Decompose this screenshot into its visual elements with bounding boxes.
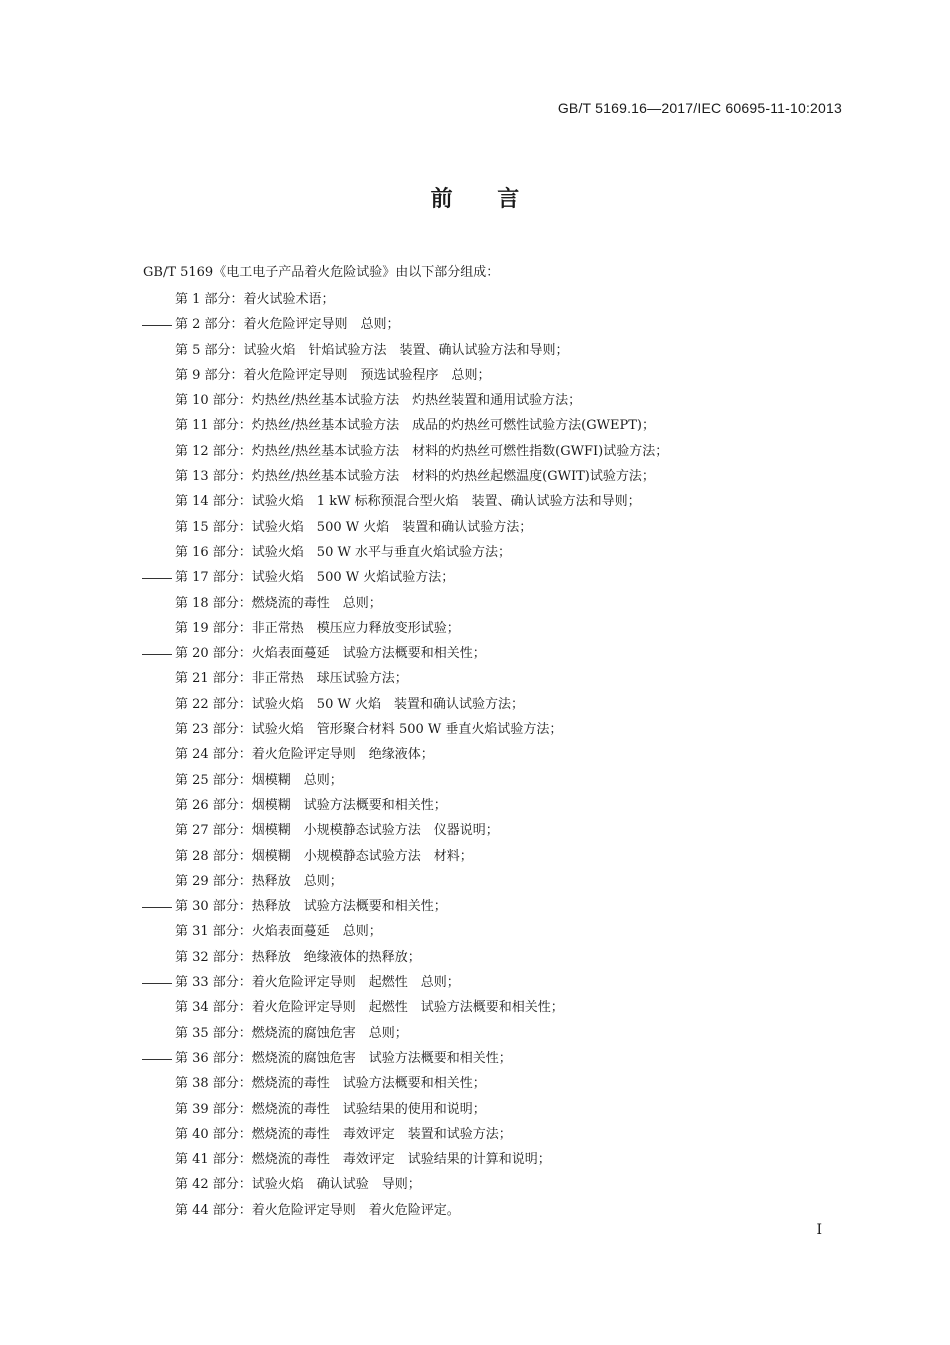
list-item [0,1125,950,1150]
list-item [0,821,950,846]
list-item [0,290,950,315]
list-item [0,745,950,770]
list-item [0,720,950,745]
list-item [0,492,950,517]
part-title: 第 17 部分：试验火焰 500 W 火焰试验方法； [175,570,455,586]
part-title: 第 44 部分：着火危险评定导则 着火危险评定。 [175,1202,460,1218]
part-title: 第 20 部分：火焰表面蔓延 试验方法概要和相关性； [175,646,486,662]
page-title: 前 言 [430,187,520,212]
part-title: 第 39 部分：燃烧流的毒性 试验结果的使用和说明； [175,1101,486,1117]
list-item [0,973,950,998]
list-item [0,771,950,796]
part-title: 第 35 部分：燃烧流的腐蚀危害 总则； [175,1025,408,1041]
list-item [0,391,950,416]
part-title: 第 38 部分：燃烧流的毒性 试验方法概要和相关性； [175,1076,486,1092]
list-item [0,1049,950,1074]
part-title: 第 26 部分：烟模糊 试验方法概要和相关性； [175,797,447,813]
list-item [0,669,950,694]
list-item [0,594,950,619]
part-title: 第 13 部分：灼热丝/热丝基本试验方法 材料的灼热丝起燃温度(GWIT)试验方法； [175,469,655,485]
list-item [0,897,950,922]
em-dash-marker [142,578,172,579]
part-title: 第 1 部分：着火试验术语； [175,292,335,307]
list-item [0,1074,950,1099]
intro-paragraph: GB/T 5169《电工电子产品着火危险试验》由以下部分组成： [143,265,500,280]
part-title: 第 28 部分：烟模糊 小规模静态试验方法 材料； [175,848,473,864]
page-number: I [816,1222,822,1238]
part-title: 第 10 部分：灼热丝/热丝基本试验方法 灼热丝装置和通用试验方法； [175,393,582,409]
part-title: 第 22 部分：试验火焰 50 W 火焰 装置和确认试验方法； [175,696,524,712]
list-item [0,1024,950,1049]
list-item [0,872,950,897]
list-item [0,922,950,947]
part-title: 第 24 部分：着火危险评定导则 绝缘液体； [175,747,434,763]
list-item [0,847,950,872]
part-title: 第 34 部分：着火危险评定导则 起燃性 试验方法概要和相关性； [175,1000,564,1016]
list-item [0,518,950,543]
part-title: 第 32 部分：热释放 绝缘液体的热释放； [175,949,421,965]
list-item [0,796,950,821]
part-title: 第 9 部分：着火危险评定导则 预选试验程序 总则； [175,367,491,383]
list-item [0,998,950,1023]
part-title: 第 40 部分：燃烧流的毒性 毒效评定 装置和试验方法； [175,1126,512,1142]
list-item [0,442,950,467]
list-item [0,948,950,973]
part-title: 第 19 部分：非正常热 模压应力释放变形试验； [175,620,460,636]
part-title: 第 36 部分：燃烧流的腐蚀危害 试验方法概要和相关性； [175,1050,512,1066]
part-title: 第 16 部分：试验火焰 50 W 水平与垂直火焰试验方法； [175,544,511,560]
em-dash-marker [142,325,172,326]
list-item [0,568,950,593]
part-title: 第 5 部分：试验火焰 针焰试验方法 装置、确认试验方法和导则； [175,342,569,358]
part-title: 第 23 部分：试验火焰 管形聚合材料 500 W 垂直火焰试验方法； [175,722,563,738]
em-dash-marker [142,654,172,655]
list-item [0,695,950,720]
list-item [0,366,950,391]
part-title: 第 11 部分：灼热丝/热丝基本试验方法 成品的灼热丝可燃性试验方法(GWEPT)； [175,418,655,434]
list-item [0,1175,950,1200]
part-title: 第 41 部分：燃烧流的毒性 毒效评定 试验结果的计算和说明； [175,1152,551,1168]
part-title: 第 15 部分：试验火焰 500 W 火焰 装置和确认试验方法； [175,519,533,535]
list-item [0,315,950,340]
part-title: 第 31 部分：火焰表面蔓延 总则； [175,924,382,940]
em-dash-marker [142,1059,172,1060]
list-item [0,467,950,492]
part-title: 第 33 部分：着火危险评定导则 起燃性 总则； [175,975,460,991]
list-item [0,644,950,669]
list-item [0,416,950,441]
part-title: 第 18 部分：燃烧流的毒性 总则； [175,595,382,611]
part-title: 第 12 部分：灼热丝/热丝基本试验方法 材料的灼热丝可燃性指数(GWFI)试验方法； [175,443,669,459]
part-title: 第 2 部分：着火危险评定导则 总则； [175,317,400,333]
list-item [0,341,950,366]
list-item [0,543,950,568]
em-dash-marker [142,983,172,984]
part-title: 第 29 部分：热释放 总则； [175,873,343,889]
list-item [0,1100,950,1125]
part-title: 第 21 部分：非正常热 球压试验方法； [175,671,408,687]
standard-number: GB/T 5169.16—2017/IEC 60695-11-10:2013 [557,100,842,116]
part-title: 第 30 部分：热释放 试验方法概要和相关性； [175,899,447,915]
list-item [0,619,950,644]
part-title: 第 25 部分：烟模糊 总则； [175,772,343,788]
list-item [0,1201,950,1226]
part-title: 第 14 部分：试验火焰 1 kW 标称预混合型火焰 装置、确认试验方法和导则； [175,494,641,510]
part-title: 第 27 部分：烟模糊 小规模静态试验方法 仪器说明； [175,823,499,839]
em-dash-marker [142,907,172,908]
parts-list [0,290,950,1226]
list-item [0,1150,950,1175]
part-title: 第 42 部分：试验火焰 确认试验 导则； [175,1177,421,1193]
